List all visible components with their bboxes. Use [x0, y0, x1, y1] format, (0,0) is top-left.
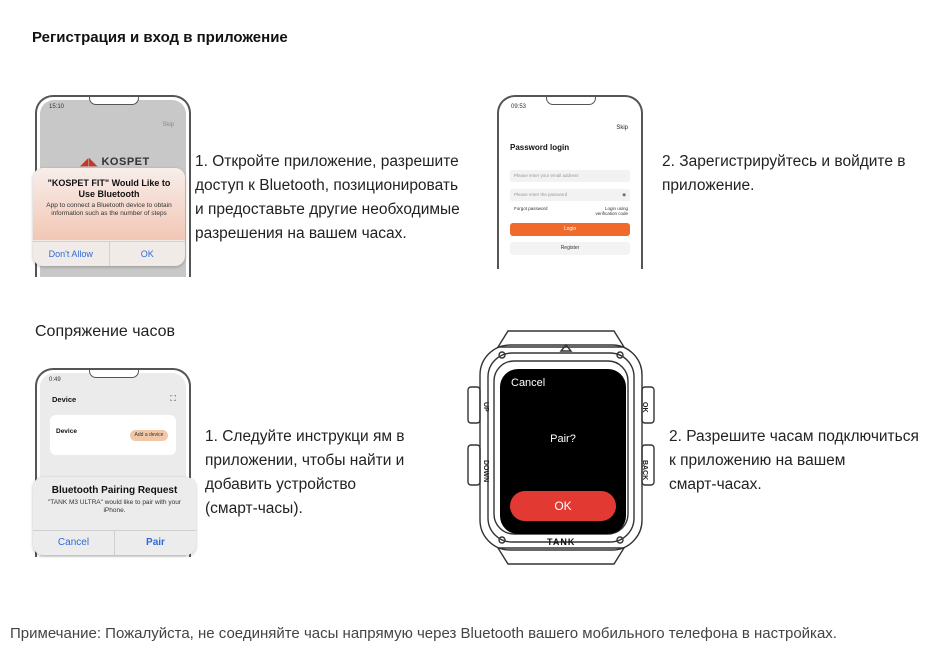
pairing-title: Сопряжение часов: [35, 323, 176, 340]
status-bar-time: 09:53: [511, 104, 527, 110]
login-button[interactable]: Login: [510, 223, 630, 236]
watch-up-label: UP: [482, 402, 489, 412]
status-bar-time: 0:49: [49, 377, 61, 383]
skip-link[interactable]: Skip: [616, 125, 628, 131]
dont-allow-button[interactable]: Don't Allow: [48, 249, 93, 259]
watch-down-label: DOWN: [482, 460, 489, 483]
phone-mockup-login: [497, 95, 643, 269]
scan-icon[interactable]: ⛶: [170, 394, 176, 403]
watch-back-label: BACK: [641, 460, 648, 481]
dialog-body: "TANK M3 ULTRA" would like to pair with your iPhone.: [48, 499, 181, 514]
pair-prompt: Pair?: [550, 433, 576, 445]
footer-note: Примечание: Пожалуйста, не соединяйте часы напрямую через Bluetooth вашего мобильного телефона в настройках.: [10, 625, 837, 642]
email-field[interactable]: Please enter your email address: [510, 170, 630, 182]
device-label: Device: [56, 428, 77, 435]
step-1-text: 1. Откройте приложение, разрешите доступ к Bluetooth, позиционировать и предоставьте другие необходимые разрешения на вашем часах.: [195, 153, 460, 242]
dialog-title: "KOSPET FIT" Would Like to Use Bluetooth: [47, 178, 171, 199]
section-title: Регистрация и вход в приложение: [32, 29, 288, 46]
watch-screen: [500, 369, 626, 534]
device-heading: Device: [52, 395, 77, 404]
pair-button[interactable]: Pair: [114, 531, 196, 555]
password-login-heading: Password login: [510, 143, 570, 152]
password-field[interactable]: Please enter the password ◉: [510, 189, 630, 201]
phone-notch: [546, 97, 596, 105]
forgot-password-link[interactable]: Forgot password: [514, 206, 548, 211]
ok-button[interactable]: OK: [109, 242, 186, 266]
watch-cancel-button[interactable]: Cancel: [511, 377, 546, 389]
dialog-body: App to connect a Bluetooth device to obtain information such as the number of steps: [46, 202, 172, 217]
step-4-text: 2. Разрешите часам подключиться к приложению на вашем смарт-часах.: [669, 428, 919, 493]
register-button[interactable]: Register: [510, 242, 630, 255]
step-2-text: 2. Зарегистрируйтесь и войдите в приложение.: [662, 153, 906, 194]
device-card: [50, 415, 176, 455]
status-bar-time: 15:10: [49, 104, 65, 110]
step-3-text: 1. Следуйте инструкци ям в приложении, чтобы найти и добавить устройство (смарт-часы).: [205, 428, 405, 517]
skip-link[interactable]: Skip: [162, 122, 174, 128]
dialog-title: Bluetooth Pairing Request: [51, 485, 178, 496]
phone-notch: [89, 370, 139, 378]
watch-ok-button[interactable]: OK: [510, 491, 616, 521]
kospet-logo: ◢◣ KOSPET: [80, 156, 150, 168]
bluetooth-pairing-dialog: [33, 477, 196, 555]
watch-brand: TANK: [547, 537, 576, 547]
eye-icon[interactable]: ◉: [622, 192, 626, 197]
login-code-link[interactable]: Login using verification code: [595, 206, 628, 216]
cancel-button[interactable]: Cancel: [57, 537, 90, 548]
phone-notch: [89, 97, 139, 105]
bluetooth-permission-dialog: [33, 168, 185, 266]
watch-ok-label: OK: [641, 402, 648, 413]
add-device-button[interactable]: Add a device: [130, 430, 168, 441]
